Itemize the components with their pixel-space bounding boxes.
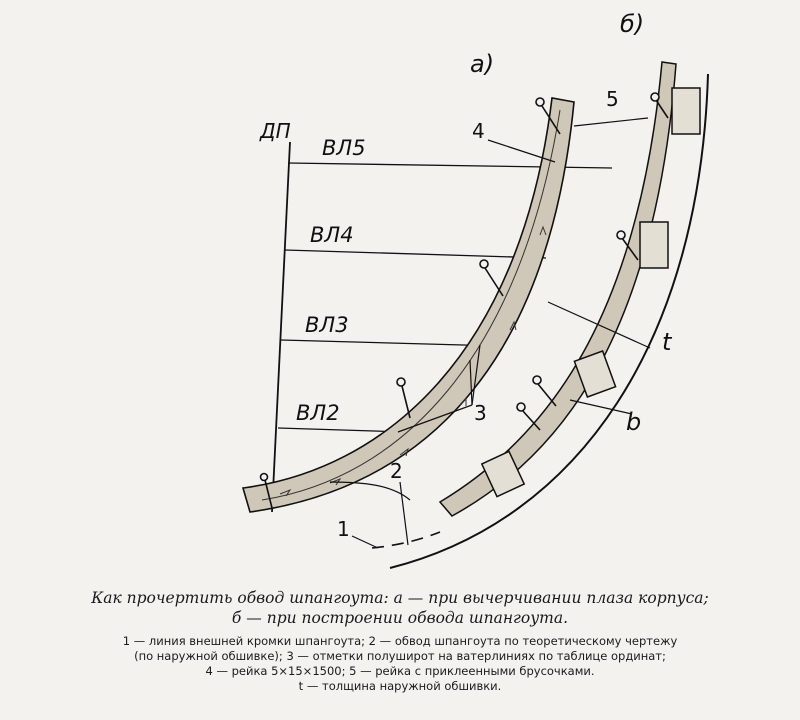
b-leader <box>570 400 632 414</box>
callout-1-leader <box>352 536 378 548</box>
callout-2-leader-b <box>400 482 408 545</box>
waterline-4 <box>285 250 546 258</box>
waterline-3-label: ВЛ3 <box>305 313 349 337</box>
callout-5: 5 <box>606 87 619 111</box>
caption-legend <box>8 634 792 694</box>
callout-5-leader <box>574 118 648 126</box>
caption-title <box>8 588 792 628</box>
b-label: b <box>626 408 642 436</box>
panel-a-label: а) <box>470 50 495 78</box>
outer-edge-dashed <box>372 532 440 548</box>
figure-caption <box>8 588 792 694</box>
callout-4: 4 <box>472 119 485 143</box>
panel-a <box>243 50 612 512</box>
caption-title-line2: б — при построении обвода шпангоута. <box>231 609 569 627</box>
legend-line3: 4 — рейка 5×15×1500; 5 — рейка с приклеенными брусочками. <box>205 664 595 678</box>
callout-1: 1 <box>337 517 350 541</box>
centre-plane-label: ДП <box>260 119 291 143</box>
centre-plane-line <box>272 142 290 512</box>
legend-line4: t — толщина наружной обшивки. <box>298 679 502 693</box>
waterline-5-label: ВЛ5 <box>322 136 366 160</box>
caption-title-line1: Как прочертить обвод шпангоута: а — при вычерчивании плаза корпуса; <box>91 589 709 607</box>
thickness-label: t <box>662 328 672 356</box>
waterline-4-label: ВЛ4 <box>310 223 354 247</box>
legend-line1: 1 — линия внешней кромки шпангоута; 2 — обвод шпангоута по теоретическому чертежу <box>122 634 678 648</box>
callout-3: 3 <box>474 401 487 425</box>
callout-2: 2 <box>390 459 403 483</box>
waterline-2-label: ВЛ2 <box>296 401 340 425</box>
legend-line2: (по наружной обшивке); 3 — отметки полуширот на ватерлиниях по таблице ординат; <box>134 649 666 663</box>
panel-b-label: б) <box>620 10 645 38</box>
